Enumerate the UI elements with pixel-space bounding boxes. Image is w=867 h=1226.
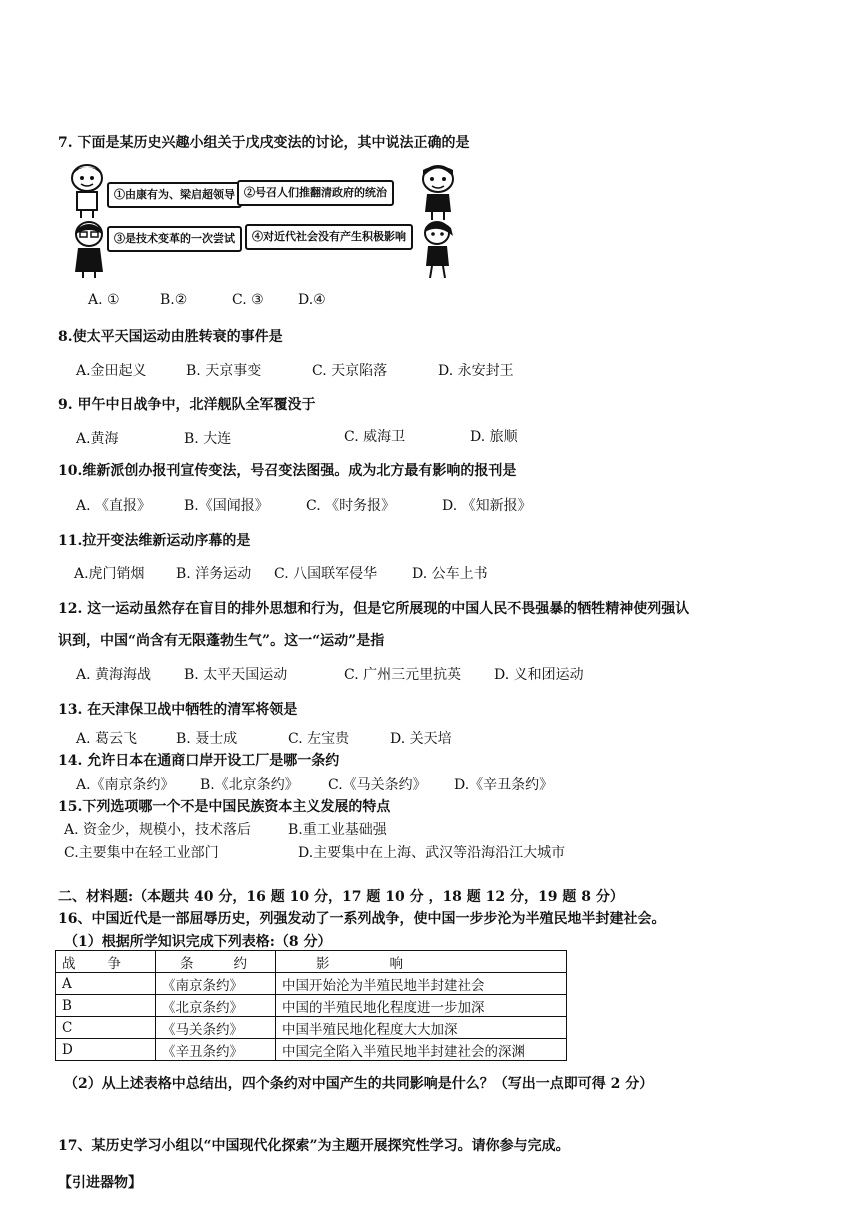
q11-option-b[interactable]: B. 洋务运动 bbox=[176, 566, 252, 582]
q7-option-a[interactable]: A. ① bbox=[88, 292, 120, 308]
treaty-cell: 《马关条约》 bbox=[156, 1017, 276, 1039]
q15-option-a[interactable]: A. 资金少，规模小，技术落后 bbox=[64, 822, 252, 838]
q10-option-b[interactable]: B.《国闻报》 bbox=[184, 498, 269, 514]
impact-cell: 中国开始沦为半殖民地半封建社会 bbox=[276, 973, 567, 995]
q14-stem: 14. 允许日本在通商口岸开设工厂是哪一条约 bbox=[58, 753, 340, 769]
student-figure-icon bbox=[65, 162, 109, 218]
war-cell: C bbox=[56, 1017, 156, 1039]
q9-option-a[interactable]: A.黄海 bbox=[76, 431, 119, 447]
q12-option-b[interactable]: B. 太平天国运动 bbox=[184, 667, 288, 683]
q8-option-d[interactable]: D. 永安封王 bbox=[438, 363, 514, 379]
q11-option-c[interactable]: C. 八国联军侵华 bbox=[274, 566, 378, 582]
header-war: 战 争 bbox=[56, 951, 156, 973]
impact-cell: 中国半殖民地化程度大大加深 bbox=[276, 1017, 567, 1039]
war-cell: A bbox=[56, 973, 156, 995]
q17-stem: 17、某历史学习小组以“中国现代化探索”为主题开展探究性学习。请你参与完成。 bbox=[58, 1138, 570, 1154]
treaty-cell: 《辛丑条约》 bbox=[156, 1039, 276, 1061]
q14-option-d[interactable]: D.《辛丑条约》 bbox=[454, 777, 554, 793]
q14-option-c[interactable]: C.《马关条约》 bbox=[328, 777, 427, 793]
q12-option-d[interactable]: D. 义和团运动 bbox=[494, 667, 584, 683]
speech-bubble-3: ③是技术变革的一次尝试 bbox=[107, 226, 242, 252]
q7-option-d[interactable]: D.④ bbox=[298, 292, 326, 308]
q13-option-b[interactable]: B. 聂士成 bbox=[176, 731, 238, 747]
q11-option-d[interactable]: D. 公车上书 bbox=[412, 566, 488, 582]
q15-option-d[interactable]: D.主要集中在上海、武汉等沿海沿江大城市 bbox=[298, 845, 566, 861]
war-cell: B bbox=[56, 995, 156, 1017]
table-row bbox=[56, 1017, 567, 1039]
q11-stem: 11.拉开变法维新运动序幕的是 bbox=[58, 533, 251, 549]
q13-option-a[interactable]: A. 葛云飞 bbox=[76, 731, 138, 747]
q14-option-a[interactable]: A.《南京条约》 bbox=[76, 777, 175, 793]
table-row bbox=[56, 973, 567, 995]
q8-option-a[interactable]: A.金田起义 bbox=[76, 363, 147, 379]
war-cell: D bbox=[56, 1039, 156, 1061]
q12-stem-line1: 12. 这一运动虽然存在盲目的排外思想和行为，但是它所展现的中国人民不畏强暴的牺牲精神使列强认 bbox=[58, 601, 690, 617]
q12-stem-line2: 识到，中国“尚含有无限蓬勃生气”。这一“运动”是指 bbox=[58, 633, 385, 649]
q15-option-c[interactable]: C.主要集中在轻工业部门 bbox=[64, 845, 219, 861]
section2-heading: 二、材料题:（本题共 40 分，16 题 10 分，17 题 10 分 ，18 题 12 分，19 题 8 分） bbox=[58, 889, 624, 905]
q7-cartoon bbox=[65, 162, 465, 280]
q17-subheading: 【引进器物】 bbox=[58, 1175, 142, 1191]
q11-option-a[interactable]: A.虎门销烟 bbox=[74, 566, 145, 582]
q16-part1: （1）根据所学知识完成下列表格:（8 分） bbox=[64, 934, 332, 950]
q13-stem: 13. 在天津保卫战中牺牲的清军将领是 bbox=[58, 702, 298, 718]
q14-option-b[interactable]: B.《北京条约》 bbox=[200, 777, 299, 793]
student-figure-icon bbox=[69, 220, 109, 278]
q10-option-a[interactable]: A. 《直报》 bbox=[76, 498, 152, 514]
q8-option-c[interactable]: C. 天京陷落 bbox=[312, 363, 388, 379]
student-figure-icon bbox=[417, 220, 459, 278]
table-header-row bbox=[56, 951, 567, 973]
q7-option-c[interactable]: C. ③ bbox=[232, 292, 264, 308]
q13-option-c[interactable]: C. 左宝贵 bbox=[288, 731, 350, 747]
header-treaty: 条 约 bbox=[156, 951, 276, 973]
speech-bubble-2: ②号召人们推翻清政府的统治 bbox=[237, 180, 394, 206]
q15-option-b[interactable]: B.重工业基础强 bbox=[288, 822, 387, 838]
impact-cell: 中国的半殖民地化程度进一步加深 bbox=[276, 995, 567, 1017]
q15-stem: 15.下列选项哪一个不是中国民族资本主义发展的特点 bbox=[58, 799, 391, 815]
q7-option-b[interactable]: B.② bbox=[160, 292, 188, 308]
q9-stem: 9. 甲午中日战争中，北洋舰队全军覆没于 bbox=[58, 397, 316, 413]
q9-option-b[interactable]: B. 大连 bbox=[184, 431, 232, 447]
treaty-cell: 《北京条约》 bbox=[156, 995, 276, 1017]
header-impact: 影 响 bbox=[276, 951, 567, 973]
q8-option-b[interactable]: B. 天京事变 bbox=[186, 363, 262, 379]
speech-bubble-1: ①由康有为、梁启超领导 bbox=[107, 182, 242, 208]
q10-option-d[interactable]: D. 《知新报》 bbox=[442, 498, 532, 514]
q10-option-c[interactable]: C. 《时务报》 bbox=[306, 498, 396, 514]
q10-stem: 10.维新派创办报刊宣传变法，号召变法图强。成为北方最有影响的报刊是 bbox=[58, 463, 517, 479]
student-figure-icon bbox=[417, 164, 459, 220]
q13-option-d[interactable]: D. 关天培 bbox=[390, 731, 452, 747]
q12-option-a[interactable]: A. 黄海海战 bbox=[76, 667, 152, 683]
q9-option-d[interactable]: D. 旅顺 bbox=[470, 429, 518, 445]
q16-part2: （2）从上述表格中总结出，四个条约对中国产生的共同影响是什么？（写出一点即可得 2 分） bbox=[64, 1076, 654, 1092]
speech-bubble-4: ④对近代社会没有产生积极影响 bbox=[245, 224, 413, 250]
q8-stem: 8.使太平天国运动由胜转衰的事件是 bbox=[58, 329, 283, 345]
treaty-table bbox=[55, 950, 567, 1061]
table-row bbox=[56, 995, 567, 1017]
q16-stem: 16、中国近代是一部屈辱历史，列强发动了一系列战争，使中国一步步沦为半殖民地半封建社会。 bbox=[58, 911, 666, 927]
q7-stem: 7. 下面是某历史兴趣小组关于戊戌变法的讨论，其中说法正确的是 bbox=[58, 135, 470, 151]
q12-option-c[interactable]: C. 广州三元里抗英 bbox=[344, 667, 462, 683]
q9-option-c[interactable]: C. 威海卫 bbox=[344, 429, 406, 445]
table-row bbox=[56, 1039, 567, 1061]
impact-cell: 中国完全陷入半殖民地半封建社会的深渊 bbox=[276, 1039, 567, 1061]
treaty-cell: 《南京条约》 bbox=[156, 973, 276, 995]
